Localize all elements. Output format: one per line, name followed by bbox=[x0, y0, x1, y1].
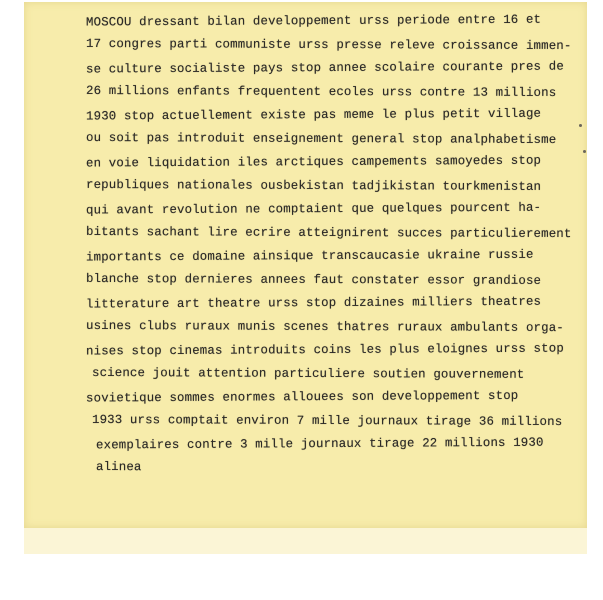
ink-speck bbox=[579, 124, 582, 127]
text-line: 1933 urss comptait environ 7 mille journaux tirage 36 millions bbox=[91, 412, 563, 429]
text-line: importants ce domaine ainsique transcaucasie ukraine russie bbox=[85, 247, 534, 265]
text-line: exemplaires contre 3 mille journaux tirage 22 millions 1930 bbox=[95, 435, 544, 453]
text-line: republiques nationales ousbekistan tadjikistan tourkmenistan bbox=[85, 177, 542, 194]
text-line: 26 millions enfants frequentent ecoles urss contre 13 millions bbox=[85, 83, 557, 100]
paper-bottom-edge bbox=[24, 528, 587, 554]
text-line: qui avant revolution ne comptaient que quelques pourcent ha- bbox=[85, 200, 542, 218]
text-line: bitants sachant lire ecrire atteignirent succes particulierement bbox=[85, 224, 572, 241]
text-line: science jouit attention particuliere soutien gouvernement bbox=[91, 365, 525, 382]
text-line: 17 congres parti communiste urss presse releve croissance immen- bbox=[85, 36, 572, 53]
text-line: sovietique sommes enormes allouees son developpement stop bbox=[85, 388, 519, 406]
text-line: alinea bbox=[95, 459, 142, 474]
text-line: nises stop cinemas introduits coins les plus eloignes urss stop bbox=[85, 341, 564, 359]
ink-speck bbox=[583, 150, 586, 153]
telegram-text bbox=[86, 10, 576, 480]
text-line: ou soit pas introduit enseignement general stop analphabetisme bbox=[85, 130, 557, 147]
text-line: se culture socialiste pays stop annee scolaire courante pres de bbox=[85, 59, 564, 77]
text-line: en voie liquidation iles arctiques campements samoyedes stop bbox=[85, 153, 542, 171]
text-line: usines clubs ruraux munis scenes thatres ruraux ambulants orga- bbox=[85, 318, 564, 335]
text-line: blanche stop dernieres annees faut constater essor grandiose bbox=[85, 271, 542, 288]
text-line: litterature art theatre urss stop dizaines milliers theatres bbox=[85, 294, 542, 312]
text-line: MOSCOU dressant bilan developpement urss periode entre 16 et bbox=[85, 12, 542, 30]
text-line: 1930 stop actuellement existe pas meme le plus petit village bbox=[85, 106, 542, 124]
